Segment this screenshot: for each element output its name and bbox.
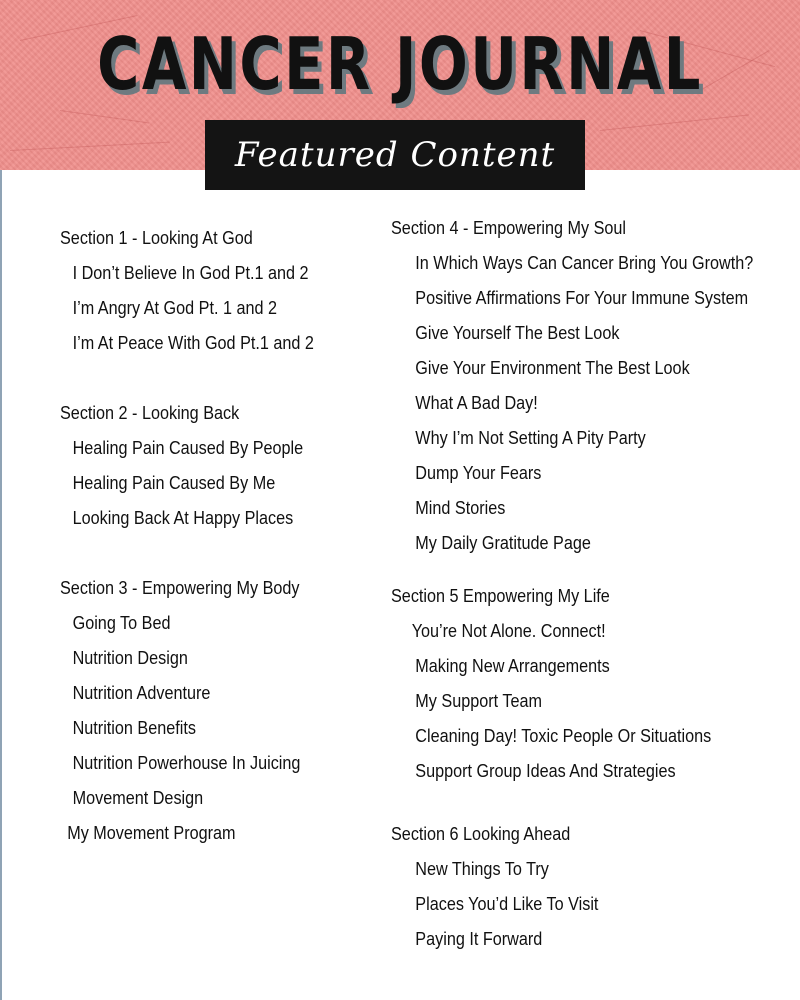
spacer <box>391 789 794 817</box>
toc-item: My Support Team <box>415 691 542 711</box>
toc-item: You’re Not Alone. Connect! <box>411 621 606 641</box>
toc-item: Places You’d Like To Visit <box>415 894 599 914</box>
texture-scratch <box>10 142 170 151</box>
section-heading: Section 2 - Looking Back <box>60 403 240 423</box>
toc-item: Positive Affirmations For Your Immune System <box>415 288 749 308</box>
toc-item: Mind Stories <box>415 498 506 518</box>
toc-item: Paying It Forward <box>415 929 543 949</box>
section-heading: Section 6 Looking Ahead <box>391 824 571 844</box>
toc-item: Give Your Environment The Best Look <box>415 358 690 378</box>
subtitle-banner <box>205 120 585 190</box>
toc-item: Nutrition Design <box>72 648 188 668</box>
toc-item: My Movement Program <box>67 823 236 843</box>
toc-right-column <box>391 211 794 957</box>
toc-item: I Don’t Believe In God Pt.1 and 2 <box>72 263 309 283</box>
toc-item: Nutrition Benefits <box>72 718 196 738</box>
toc-item: Support Group Ideas And Strategies <box>415 761 676 781</box>
toc-item: I’m At Peace With God Pt.1 and 2 <box>72 333 314 353</box>
toc-item: Why I’m Not Setting A Pity Party <box>415 428 646 448</box>
section-heading: Section 3 - Empowering My Body <box>60 578 300 598</box>
toc-item: Movement Design <box>72 788 204 808</box>
toc-item: Dump Your Fears <box>415 463 542 483</box>
toc-item: In Which Ways Can Cancer Bring You Growth? <box>415 253 754 273</box>
page-edge-line <box>0 170 2 1000</box>
toc-left-column <box>60 221 342 851</box>
toc-item: What A Bad Day! <box>415 393 538 413</box>
toc-item: Looking Back At Happy Places <box>72 508 294 528</box>
spacer <box>391 561 794 579</box>
spacer <box>60 536 342 571</box>
toc-item: Healing Pain Caused By People <box>72 438 304 458</box>
toc-item: Going To Bed <box>72 613 171 633</box>
toc-item: Nutrition Powerhouse In Juicing <box>72 753 301 773</box>
section-heading: Section 1 - Looking At God <box>60 228 253 248</box>
section-heading: Section 5 Empowering My Life <box>391 586 610 606</box>
subtitle: Featured Content <box>234 135 556 175</box>
texture-scratch <box>60 110 149 124</box>
toc-item: Nutrition Adventure <box>72 683 211 703</box>
toc-item: Cleaning Day! Toxic People Or Situations <box>415 726 712 746</box>
texture-scratch <box>600 114 749 131</box>
toc-item: Healing Pain Caused By Me <box>72 473 276 493</box>
toc-item: My Daily Gratitude Page <box>415 533 591 553</box>
page-title: CANCER JOURNAL <box>97 22 703 106</box>
toc-item: New Things To Try <box>415 859 549 879</box>
section-heading: Section 4 - Empowering My Soul <box>391 218 627 238</box>
spacer <box>60 361 342 396</box>
toc-item: Give Yourself The Best Look <box>415 323 620 343</box>
toc-item: Making New Arrangements <box>415 656 610 676</box>
toc-item: I’m Angry At God Pt. 1 and 2 <box>72 298 278 318</box>
